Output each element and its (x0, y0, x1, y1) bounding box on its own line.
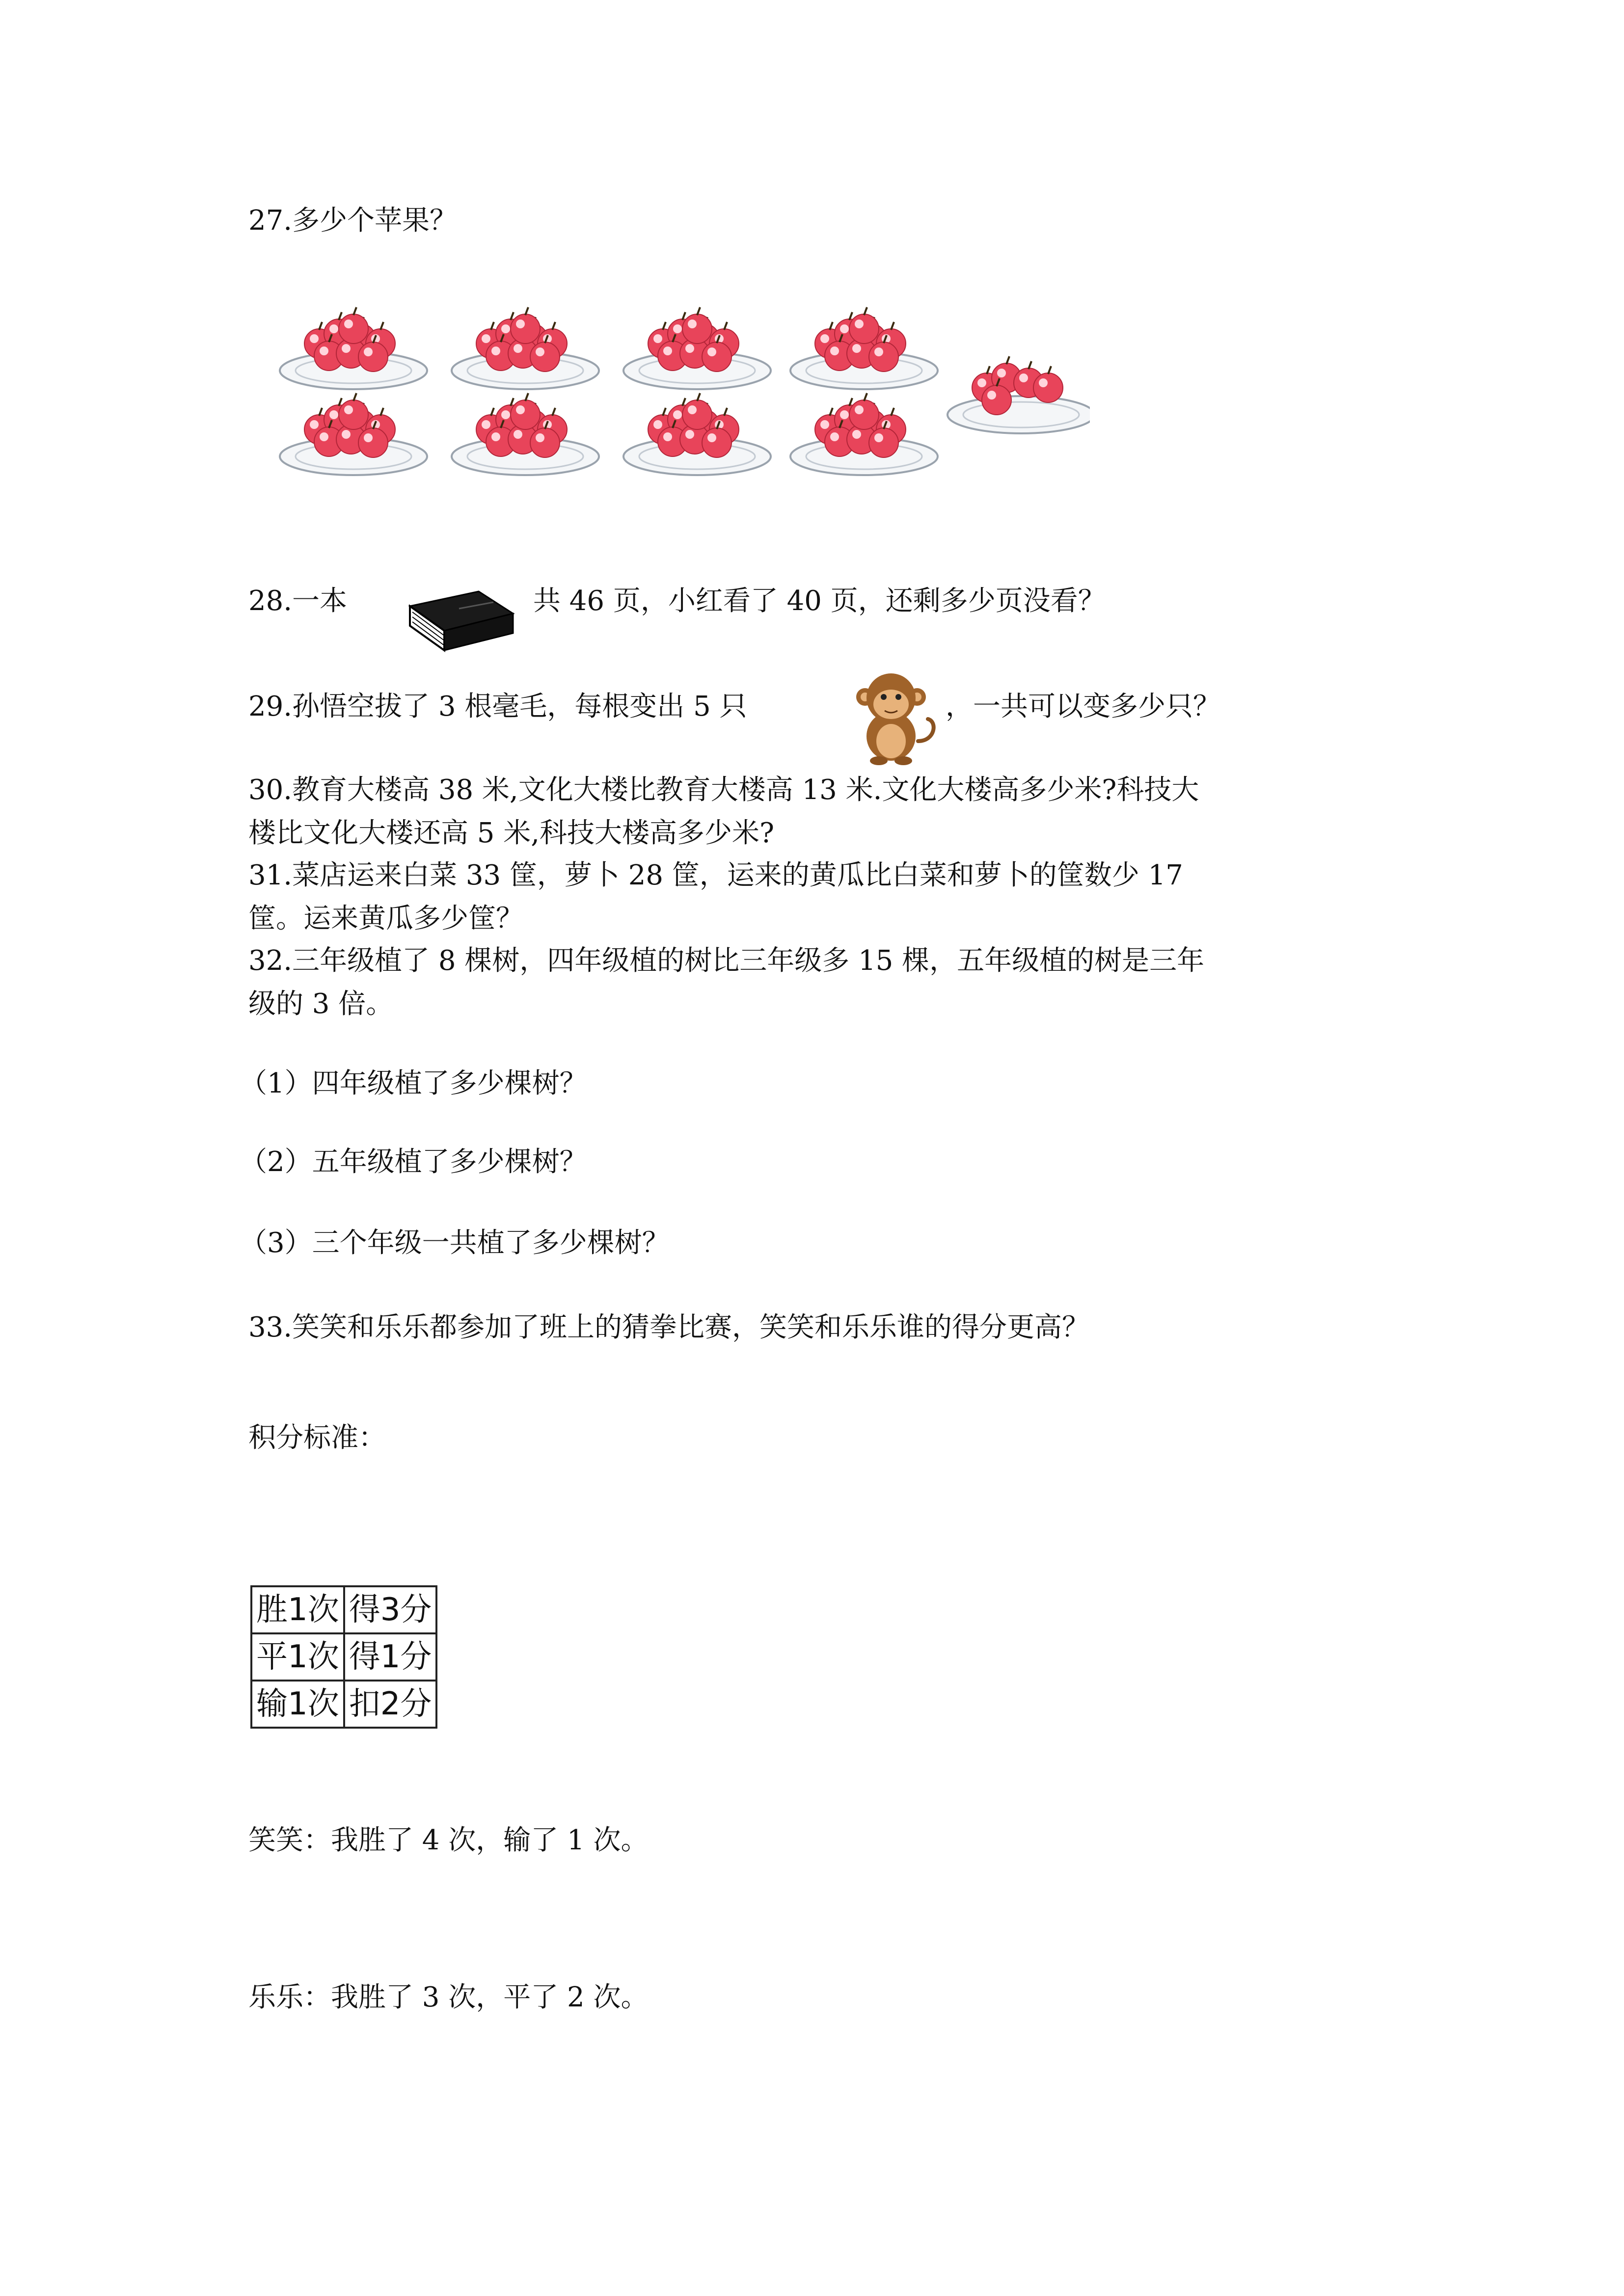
question-32-sub1: （1）四年级植了多少棵树？ (240, 1068, 587, 1099)
scoring-title: 积分标准： (248, 1422, 386, 1454)
apple-plate (790, 393, 938, 475)
question-30-line1: 30.教育大楼高 38 米,文化大楼比教育大楼高 13 米.文化大楼高多少米?科技大 (248, 774, 1199, 806)
apple-plate (280, 307, 427, 389)
xiaoxiao-statement: 笑笑：我胜了 4 次，输了 1 次。 (248, 1824, 649, 1856)
question-30-line2: 楼比文化大楼还高 5 米,科技大楼高多少米? (248, 817, 775, 849)
question-29-after: ，一共可以变多少只？ (946, 691, 1220, 722)
table-row (251, 1586, 436, 1633)
apple-plate (452, 393, 599, 475)
question-27: 27.多少个苹果？ (248, 205, 458, 237)
table-cell: 得1分 (344, 1633, 437, 1681)
table-row (251, 1681, 436, 1728)
apple-plate-icon (275, 299, 1090, 506)
table-cell: 扣2分 (344, 1681, 437, 1728)
book-image (400, 587, 515, 653)
table-cell: 得3分 (344, 1586, 437, 1633)
lele-statement: 乐乐：我胜了 3 次，平了 2 次。 (248, 1981, 649, 2013)
scoring-table (250, 1585, 437, 1729)
question-32-sub3: （3）三个年级一共植了多少棵树？ (240, 1227, 670, 1259)
question-32 (248, 939, 1204, 1026)
question-31 (248, 854, 1183, 940)
monkey-icon (844, 667, 940, 766)
question-31-line2: 筐。运来黄瓜多少筐？ (248, 903, 523, 934)
book-icon (400, 587, 515, 653)
monkey-image (844, 667, 940, 766)
question-31-line1: 31.菜店运来白菜 33 筐，萝卜 28 筐，运来的黄瓜比白菜和萝卜的筐数少 17 (248, 859, 1183, 891)
table-cell: 胜1次 (251, 1586, 344, 1633)
apple-plate (623, 393, 771, 475)
apple-plate (623, 307, 771, 389)
question-28-before: 28.一本 (248, 585, 348, 617)
table-cell: 输1次 (251, 1681, 344, 1728)
apple-plate (947, 356, 1090, 433)
apple-plate (280, 393, 427, 475)
apple-plates-image (275, 299, 1090, 506)
question-28-after: 共 46 页，小红看了 40 页，还剩多少页没看？ (533, 585, 1106, 617)
table-row (251, 1633, 436, 1681)
question-30 (248, 769, 1199, 855)
question-29-before: 29.孙悟空拔了 3 根毫毛，每根变出 5 只 (248, 691, 747, 722)
table-cell: 平1次 (251, 1633, 344, 1681)
apple-plate (452, 307, 599, 389)
question-32-line1: 32.三年级植了 8 棵树，四年级植的树比三年级多 15 棵，五年级植的树是三年 (248, 945, 1205, 977)
question-33: 33.笑笑和乐乐都参加了班上的猜拳比赛，笑笑和乐乐谁的得分更高？ (248, 1311, 1090, 1343)
question-32-sub2: （2）五年级植了多少棵树？ (240, 1146, 587, 1178)
question-32-line2: 级的 3 倍。 (248, 988, 394, 1020)
apple-plate (790, 307, 938, 389)
